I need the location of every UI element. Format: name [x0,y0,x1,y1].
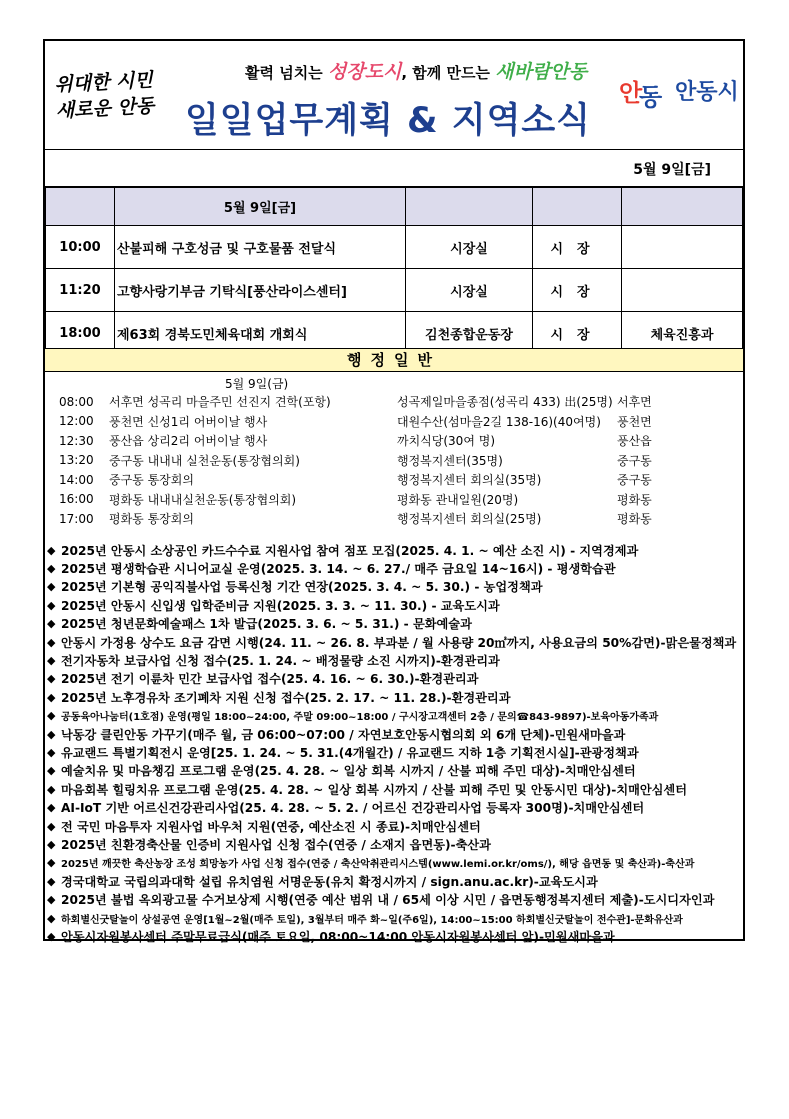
tagline-new: 새바람안동 [495,61,587,83]
schedule-date-header: 5월 9일[금] [115,188,406,226]
schedule-dept [622,269,743,312]
notice-item [47,725,745,743]
notice-item [47,890,745,908]
tagline-growth: 성장도시 [327,61,402,83]
notice-text: 2025년 전기 이륜차 민간 보급사업 접수(25. 4. 16. ~ 6. 30.)-환경관리과 [61,672,479,687]
diamond-bullet-icon: ◆ [47,598,56,612]
diamond-bullet-icon: ◆ [47,764,56,778]
diamond-bullet-icon: ◆ [47,929,56,943]
notice-list [47,541,745,946]
table-row [46,269,743,312]
list-item [59,392,739,412]
admin-time: 12:30 [59,433,94,448]
diamond-bullet-icon: ◆ [47,617,56,631]
diamond-bullet-icon: ◆ [47,856,56,870]
notice-item [47,707,745,725]
slogan-calligraphy: 위대한 시민 새로운 안동 [53,69,155,123]
notice-item [47,780,745,798]
notice-text: 경국대학교 국립의과대학 설립 유치염원 서명운동(유치 확정시까지 / sign.anu.ac.kr)-교육도시과 [61,874,598,889]
diamond-bullet-icon: ◆ [47,543,56,557]
admin-event: 서후면 성곡리 마을주민 선진지 견학(포항) [109,395,331,410]
notice-item [47,578,745,596]
header-cell [46,188,115,226]
city-name: 안동시 [675,79,739,105]
diamond-bullet-icon: ◆ [47,672,56,686]
city-logo [617,73,739,111]
notice-text: 2025년 청년문화예술패스 1차 발급(2025. 3. 6. ~ 5. 31.) - 문화예술과 [61,617,472,632]
list-item [59,451,739,471]
tagline-pre: 활력 넘치는 [245,64,328,82]
admin-dept: 중구동 [617,453,652,468]
admin-event: 평화동 통장회의 [109,512,194,527]
admin-schedule-list [59,392,739,529]
diamond-bullet-icon: ◆ [47,690,56,704]
notice-text: AI-IoT 기반 어르신건강관리사업(25. 4. 28. ~ 5. 2. / 어르신 건강관리사업 등록자 300명)-치매안심센터 [61,801,645,816]
diamond-bullet-icon: ◆ [47,727,56,741]
admin-place: 행정복지센터 회의실(35명) [397,473,542,488]
notice-text: 2025년 안동시 신입생 입학준비금 지원(2025. 3. 3. ~ 11. 30.) - 교육도시과 [61,598,500,613]
schedule-event: 고향사랑기부금 기탁식[풍산라이스센터] [115,269,406,312]
notice-item [47,872,745,890]
diamond-bullet-icon: ◆ [47,837,56,851]
schedule-time: 11:20 [46,269,115,312]
schedule-place: 김천종합운동장 [406,312,533,355]
diamond-bullet-icon: ◆ [47,801,56,815]
notice-item [47,835,745,853]
notice-text: 유교랜드 특별기획전시 운영[25. 1. 24. ~ 5. 31.(4개월간) / 유교랜드 지하 1층 기획전시실]-관광정책과 [61,745,639,760]
notice-text: 2025년 기본형 공익직불사업 등록신청 기간 연장(2025. 3. 4. ~ 5. 30.) - 농업정책과 [61,580,543,595]
notice-item [47,817,745,835]
notice-item [47,596,745,614]
schedule-time: 18:00 [46,312,115,355]
list-item [59,431,739,451]
tagline-mid: , 함께 만드는 [401,64,496,82]
admin-place: 평화동 관내일원(20명) [397,492,519,507]
diamond-bullet-icon: ◆ [47,819,56,833]
tagline [245,57,587,84]
notice-text: 2025년 평생학습관 시니어교실 운영(2025. 3. 14. ~ 6. 27./ 매주 금요일 14~16시) - 평생학습관 [61,562,616,577]
notice-text: 마음회복 힐링치유 프로그램 운영(25. 4. 28. ~ 일상 회복 시까지 / 산불 피해 주민 및 안동시민 대상)-치매안심센터 [61,782,687,797]
admin-time: 16:00 [59,492,94,507]
header-cell [622,188,743,226]
admin-event: 중구동 통장회의 [109,473,194,488]
admin-section-title: 행정일반 [45,348,743,372]
schedule-event: 산불피해 구호성금 및 구호물품 전달식 [115,226,406,269]
diamond-bullet-icon: ◆ [47,580,56,594]
admin-time: 17:00 [59,511,94,526]
diamond-bullet-icon: ◆ [47,654,56,668]
admin-place: 성곡제일마을종점(성곡리 433) 出(25명) [397,395,613,410]
notice-text: 전기자동차 보급사업 신청 접수(25. 1. 24. ~ 배정물량 소진 시까지)-환경관리과 [61,654,500,669]
diamond-bullet-icon: ◆ [47,874,56,888]
notice-text: 안동시자원봉사센터 주말무료급식(매주 토요일, 08:00~14:00 안동시자원봉사센터 앞)-민원새마을과 [61,929,615,944]
notice-text: 2025년 안동시 소상공인 카드수수료 지원사업 참여 점포 모집(2025. 4. 1. ~ 예산 소진 시) - 지역경제과 [61,543,639,558]
notice-item [47,633,745,651]
notice-item [47,559,745,577]
schedule-person: 시장 [533,226,622,269]
diamond-bullet-icon: ◆ [47,782,56,796]
schedule-person: 시장 [533,269,622,312]
schedule-dept: 체육진흥과 [622,312,743,355]
schedule-person: 시장 [533,312,622,355]
notice-text: 전 국민 마음투자 지원사업 바우처 지원(연중, 예산소진 시 종료)-치매안심센터 [61,819,481,834]
notice-text: 낙동강 클린안동 가꾸기(매주 월, 금 06:00~07:00 / 자연보호안동시협의회 외 6개 단체)-민원새마을과 [61,727,626,742]
notice-text: 공동육아나눔터(1호점) 운영(평일 18:00~24:00, 주말 09:00~18:00 / 구시장고객센터 2층 / 문의☎843-9897)-보육아동가족과 [61,712,659,724]
schedule-place: 시장실 [406,269,533,312]
admin-event: 풍천면 신성1리 어버이날 행사 [109,414,268,429]
admin-dept: 풍산읍 [617,434,652,449]
schedule-place: 시장실 [406,226,533,269]
notice-item [47,743,745,761]
admin-dept: 풍천면 [617,414,652,429]
schedule-dept [622,226,743,269]
diamond-bullet-icon: ◆ [47,562,56,576]
notice-item [47,670,745,688]
admin-place: 대원수산(섬마을2길 138-16)(40여명) [397,414,601,429]
header [45,41,743,149]
notice-item [47,651,745,669]
notice-text: 2025년 노후경유차 조기폐차 지원 신청 접수(25. 2. 17. ~ 11. 28.)-환경관리과 [61,690,511,705]
list-item [59,490,739,510]
bulletin-sheet [43,39,745,944]
diamond-bullet-icon: ◆ [47,745,56,759]
header-cell [533,188,622,226]
notice-item [47,688,745,706]
admin-time: 08:00 [59,394,94,409]
header-cell [406,188,533,226]
notice-text: 2025년 불법 옥외광고물 수거보상제 시행(연중 예산 범위 내 / 65세 이상 시민 / 읍면동행정복지센터 제출)-도시디자인과 [61,893,715,908]
admin-event: 풍산읍 상리2리 어버이날 행사 [109,434,268,449]
notice-item [47,854,745,872]
admin-time: 14:00 [59,472,94,487]
notice-text: 2025년 친환경축산물 인증비 지원사업 신청 접수(연중 / 소재지 읍면동)-축산과 [61,837,491,852]
list-item [59,412,739,432]
admin-dept: 중구동 [617,473,652,488]
admin-time: 12:00 [59,414,94,429]
admin-event: 중구동 내내내 실천운동(통장협의회) [109,453,300,468]
diamond-bullet-icon: ◆ [47,893,56,907]
admin-dept: 평화동 [617,512,652,527]
notice-text: 하회별신굿탈놀이 상설공연 운영[1월~2월(매주 토일), 3월부터 매주 화~일(주6일), 14:00~15:00 하회별신굿탈놀이 전수관]-문화유산과 [61,914,683,926]
notice-item [47,927,745,945]
schedule-event: 제63회 경북도민체육대회 개회식 [115,312,406,355]
admin-place: 행정복지센터 회의실(25명) [397,512,542,527]
notice-text: 예술치유 및 마음챙김 프로그램 운영(25. 4. 28. ~ 일상 회복 시까지 / 산불 피해 주민 대상)-치매안심센터 [61,764,636,779]
admin-dept: 서후면 [617,395,652,410]
diamond-bullet-icon: ◆ [47,635,56,649]
admin-date: 5월 9일(금) [225,377,289,391]
admin-dept: 평화동 [617,492,652,507]
notice-item [47,541,745,559]
notice-item [47,615,745,633]
table-row [46,226,743,269]
list-item [59,470,739,490]
admin-place: 까치식당(30여 명) [397,434,495,449]
notice-item [47,762,745,780]
diamond-bullet-icon: ◆ [47,709,56,723]
list-item [59,509,739,529]
schedule-time: 10:00 [46,226,115,269]
city-logo-icon: 안 동 [619,79,663,111]
mayor-schedule-table [45,187,743,355]
schedule-header-row [46,188,743,226]
current-date: 5월 9일[금] [633,162,711,178]
admin-event: 평화동 내내내실천운동(통장협의회) [109,492,297,507]
diamond-bullet-icon: ◆ [47,911,56,925]
notice-text: 안동시 가정용 상수도 요금 감면 시행(24. 11. ~ 26. 8. 부과분 / 월 사용량 20㎥까지, 사용요금의 50%감면)-맑은물정책과 [61,635,737,650]
page-title: 일일업무계획 & 지역소식 [185,101,591,141]
notice-item [47,909,745,927]
date-row [45,149,743,187]
admin-place: 행정복지센터(35명) [397,453,503,468]
notice-item [47,798,745,816]
notice-text: 2025년 깨끗한 축산농장 조성 희망농가 사업 신청 접수(연중 / 축산악취관리시스템(www.lemi.or.kr/oms/), 해당 읍면동 및 축산과)-축산과 [61,859,695,871]
admin-time: 13:20 [59,453,94,468]
